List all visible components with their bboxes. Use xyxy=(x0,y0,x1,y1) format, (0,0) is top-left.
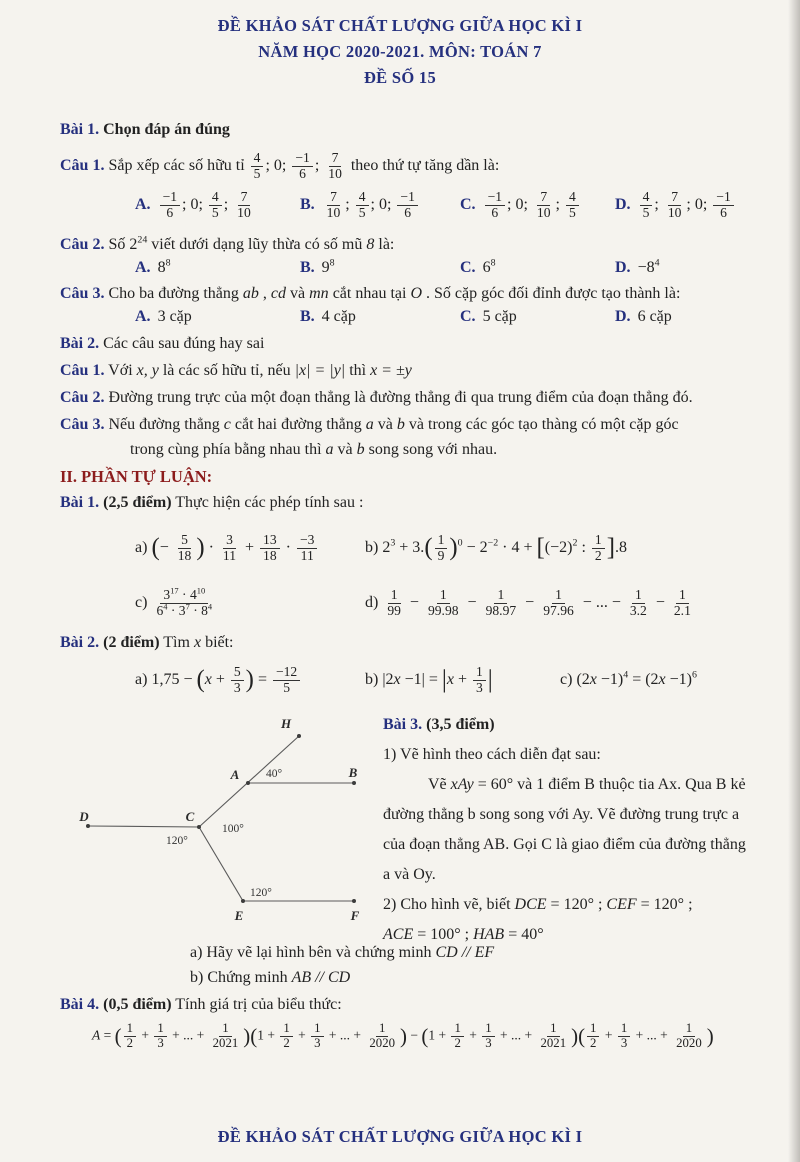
option-letter: D. xyxy=(615,196,631,214)
tl-bai2-heading xyxy=(60,634,788,652)
bai3-part-b: b) Chứng minh AB // CD xyxy=(190,969,351,987)
item-math: $\frac{3^{17} \cdot 4^{10}}{6^4 \cdot 3^7 \cdot 8^4}$ xyxy=(156,585,213,618)
option-body: $6^8$ xyxy=(482,258,496,277)
option-body: $\frac{7}{10}$ ; $\frac{4}{5}$ ; 0; $\frac{-1}{6}$ xyxy=(322,196,420,213)
cau1-stem-math: Sắp xếp các số hữu tỉ $\frac{4}{5}$ ; 0; $\frac{-1}{6}$ ; $\frac{7}{10}$ theo thứ tự tăng dần là: xyxy=(108,150,500,181)
bai3-figure-section xyxy=(0,708,788,944)
point-label-E: E xyxy=(234,908,244,924)
bai4-label: Bài 4. xyxy=(60,996,100,1014)
bai3-text-column xyxy=(383,710,791,950)
point-label-B: B xyxy=(348,765,358,781)
bai4-heading xyxy=(60,996,788,1014)
option-body: 3 cặp xyxy=(157,308,192,326)
bai2-cau2 xyxy=(60,389,788,407)
point-label-D: D xyxy=(79,809,89,825)
tl-bai2-item-c xyxy=(560,671,788,689)
bai2-heading xyxy=(60,335,788,353)
tl-bai2-item-a xyxy=(135,665,365,695)
tl-bai1-title: Thực hiện các phép tính sau : xyxy=(175,494,364,512)
bai3-label: Bài 3. xyxy=(383,716,423,734)
exam-body xyxy=(0,121,800,1051)
option-letter: D. xyxy=(615,259,631,277)
angle-label-100: 100° xyxy=(222,823,244,836)
cau3-stem xyxy=(60,285,788,303)
option-letter: A. xyxy=(135,308,151,326)
tl-bai2-title: Tìm x biết: xyxy=(163,634,234,652)
bai3-line4: của đoạn thẳng AB. Gọi C là giao điểm của đường thẳng xyxy=(383,836,746,854)
bai4-title: Tính giá trị của biểu thức: xyxy=(175,996,342,1014)
angle-label-40: 40° xyxy=(266,768,283,781)
bai2-cau3-label: Câu 3. xyxy=(60,416,105,434)
cau2-option-b xyxy=(300,259,460,277)
option-letter: B. xyxy=(300,308,315,326)
option-letter: C. xyxy=(460,196,476,214)
bai2-cau1-body: Với x, y là các số hữu tỉ, nếu |x| = |y| thì x = ±y xyxy=(108,362,412,380)
bai2-cau3-body: Nếu đường thẳng c cắt hai đường thẳng a và b và trong các góc tạo thàng có một cặp góc xyxy=(108,416,679,434)
exam-footer: ĐỀ KHẢO SÁT CHẤT LƯỢNG GIỮA HỌC KÌ I xyxy=(217,1127,583,1146)
cau3-label: Câu 3. xyxy=(60,285,105,303)
angle-label-120-left: 120° xyxy=(166,835,188,848)
item-label: c) xyxy=(560,671,573,689)
item-math: $(2x -1)^4 = (2x -1)^6$ xyxy=(576,670,697,689)
item-label: b) xyxy=(365,671,379,689)
option-body: 6 cặp xyxy=(637,308,672,326)
point-label-A: A xyxy=(230,767,240,783)
geometry-figure xyxy=(40,708,385,940)
bai2-cau1-label: Câu 1. xyxy=(60,362,105,380)
option-letter: B. xyxy=(300,259,315,277)
tl-bai2-row xyxy=(60,656,788,704)
item-math: |2x −1| = |x + $\frac{1}{3}$ | xyxy=(382,664,493,695)
tl-bai1-row-cd xyxy=(60,578,788,628)
option-body: $\frac{-1}{6}$ ; 0; $\frac{4}{5}$ ; $\frac{7}{10}$ xyxy=(158,196,256,213)
option-body: $\frac{4}{5}$ ; $\frac{7}{10}$ ; 0; $\frac{-1}{6}$ xyxy=(638,196,736,213)
point-label-F: F xyxy=(350,908,360,924)
option-letter: A. xyxy=(135,259,151,277)
option-letter: C. xyxy=(460,308,476,326)
bai2-title: Các câu sau đúng hay sai xyxy=(103,335,265,353)
bai1-label: Bài 1. xyxy=(60,121,100,138)
option-body: $9^8$ xyxy=(321,258,335,277)
bai2-label: Bài 2. xyxy=(60,335,100,353)
item-label: b) xyxy=(365,539,379,557)
bai4-points: (0,5 điểm) xyxy=(103,996,172,1014)
tl-bai2-points: (2 điểm) xyxy=(103,634,160,652)
item-math: (− $\frac{5}{18}$ ) · $\frac{3}{11}$ + $\frac{13}{18}$ · $\frac{-3}{11}$ xyxy=(151,539,319,556)
item-math: 1,75 − (x + $\frac{5}{3}$ ) = $\frac{-12}{5}$ xyxy=(151,671,302,688)
option-body: 4 cặp xyxy=(321,308,356,326)
cau1-label: Câu 1. xyxy=(60,156,105,174)
item-label: a) xyxy=(135,671,148,689)
tl-bai1-item-d xyxy=(365,588,788,618)
bai2-cau3-line2: trong cùng phía bằng nhau thì a và b song song với nhau. xyxy=(130,441,498,459)
cau2-stem xyxy=(60,236,788,254)
point-label-C: C xyxy=(185,809,195,825)
cau2-option-d xyxy=(615,259,788,277)
bai3-line5: a và Oy. xyxy=(383,866,436,884)
tl-bai1-points: (2,5 điểm) xyxy=(103,494,172,512)
bai3-heading xyxy=(383,710,791,740)
bai3-line1: 1) Vẽ hình theo cách diễn đạt sau: xyxy=(383,746,601,764)
cau1-option-a xyxy=(135,190,300,220)
cau3-option-a xyxy=(135,308,300,326)
exam-title-line1: ĐỀ KHẢO SÁT CHẤT LƯỢNG GIỮA HỌC KÌ I xyxy=(217,16,583,35)
cau3-options xyxy=(60,308,788,326)
point-label-H: H xyxy=(280,716,292,732)
cau2-option-a xyxy=(135,259,300,277)
item-label: a) xyxy=(135,539,148,557)
option-letter: D. xyxy=(615,308,631,326)
option-body: $\frac{-1}{6}$ ; 0; $\frac{7}{10}$ ; $\frac{4}{5}$ xyxy=(483,196,581,213)
cau2-option-c xyxy=(460,259,615,277)
tl-bai2-item-b xyxy=(365,665,560,695)
cau3-option-d xyxy=(615,308,788,326)
item-math: $\frac{1}{99}$ − $\frac{1}{99.98}$ − $\frac{1}{98.97}$ − $\frac{1}{97.96}$ − ... − $\frac{1}{3.2}$ − $\frac{1}{2.1}$ xyxy=(387,587,691,618)
cau1-options xyxy=(60,183,788,227)
tl-bai2-label: Bài 2. xyxy=(60,634,100,652)
cau2-stem-math: Số $2^{24}$ viết dưới dạng lũy thừa có số mũ 8 là: xyxy=(108,235,395,254)
cau3-option-b xyxy=(300,308,460,326)
item-math: $2^3 + 3$.( $\frac{1}{9}$ )$^0 - 2^{-2} \cdot 4 + [(-2)^2$ : $\frac{1}{2}$ ].8 xyxy=(382,532,627,563)
section2-heading: II. PHẦN TỰ LUẬN: xyxy=(60,467,213,487)
bai1-heading xyxy=(60,121,788,139)
option-body: $-8^4$ xyxy=(637,258,660,277)
exam-header xyxy=(0,0,800,91)
bai2-cau2-label: Câu 2. xyxy=(60,389,105,407)
angle-label-120-E: 120° xyxy=(250,887,272,900)
exam-title-line2: NĂM HỌC 2020-2021. MÔN: TOÁN 7 xyxy=(258,42,542,61)
tl-bai1-item-c xyxy=(135,585,365,618)
item-label: d) xyxy=(365,594,379,612)
exam-title-line3: ĐỀ SỐ 15 xyxy=(363,68,437,87)
bai3-part-a: a) Hãy vẽ lại hình bên và chứng minh CD // EF xyxy=(190,944,495,962)
tl-bai1-label: Bài 1. xyxy=(60,494,100,512)
cau3-stem-math: Cho ba đường thẳng ab , cd và mn cắt nhau tại O . Số cặp góc đối đỉnh được tạo thành là: xyxy=(108,285,681,303)
tl-bai1-item-a xyxy=(135,533,365,563)
option-body: 5 cặp xyxy=(482,308,517,326)
item-label: c) xyxy=(135,594,148,612)
bai3-line2: Vẽ xAy = 60° và 1 điểm B thuộc tia Ax. Qua B kẻ xyxy=(428,776,746,794)
cau1-stem xyxy=(60,151,788,181)
bai3-line6: 2) Cho hình vẽ, biết DCE = 120° ; CEF = 120° ; xyxy=(383,896,693,914)
tl-bai1-heading xyxy=(60,494,788,512)
cau2-label: Câu 2. xyxy=(60,236,105,254)
bai1-title: Chọn đáp án đúng xyxy=(103,121,230,138)
bai2-cau2-body: Đường trung trực của một đoạn thẳng là đường thẳng đi qua trung điểm của đoạn thẳng đó. xyxy=(108,389,693,407)
bai4-formula: A = ( $\frac{1}{2}$ + $\frac{1}{3}$ + ... + $\frac{1}{2021}$ )(1 + $\frac{1}{2}$ + $\frac{1}{3}$ + ... + $\frac{1}{2020}$ ) − (1 + $\frac{1}{2}$ + $\frac{1}{3}$ + ... + $\frac{1}{2021}$ )( $\frac{1}{2}$ + $\frac{1}{3}$ + ... + $\frac{1}{2020}$ ) xyxy=(92,1021,714,1051)
bai3-points: (3,5 điểm) xyxy=(426,716,495,734)
bai3-line3: đường thẳng b song song với Ay. Vẽ đường trung trực a xyxy=(383,806,740,824)
cau1-option-b xyxy=(300,190,460,220)
cau1-option-d xyxy=(615,190,788,220)
option-letter: A. xyxy=(135,196,151,214)
bai2-cau3 xyxy=(60,416,788,434)
cau2-options xyxy=(60,259,788,277)
cau3-option-c xyxy=(460,308,615,326)
option-body: $8^8$ xyxy=(157,258,171,277)
bai2-cau1 xyxy=(60,362,788,380)
tl-bai1-item-b xyxy=(365,533,788,563)
cau1-option-c xyxy=(460,190,615,220)
bai3-line7: ACE = 100° ; HAB = 40° xyxy=(383,926,544,944)
tl-bai1-row-ab xyxy=(60,520,788,576)
option-letter: C. xyxy=(460,259,476,277)
option-letter: B. xyxy=(300,196,315,214)
